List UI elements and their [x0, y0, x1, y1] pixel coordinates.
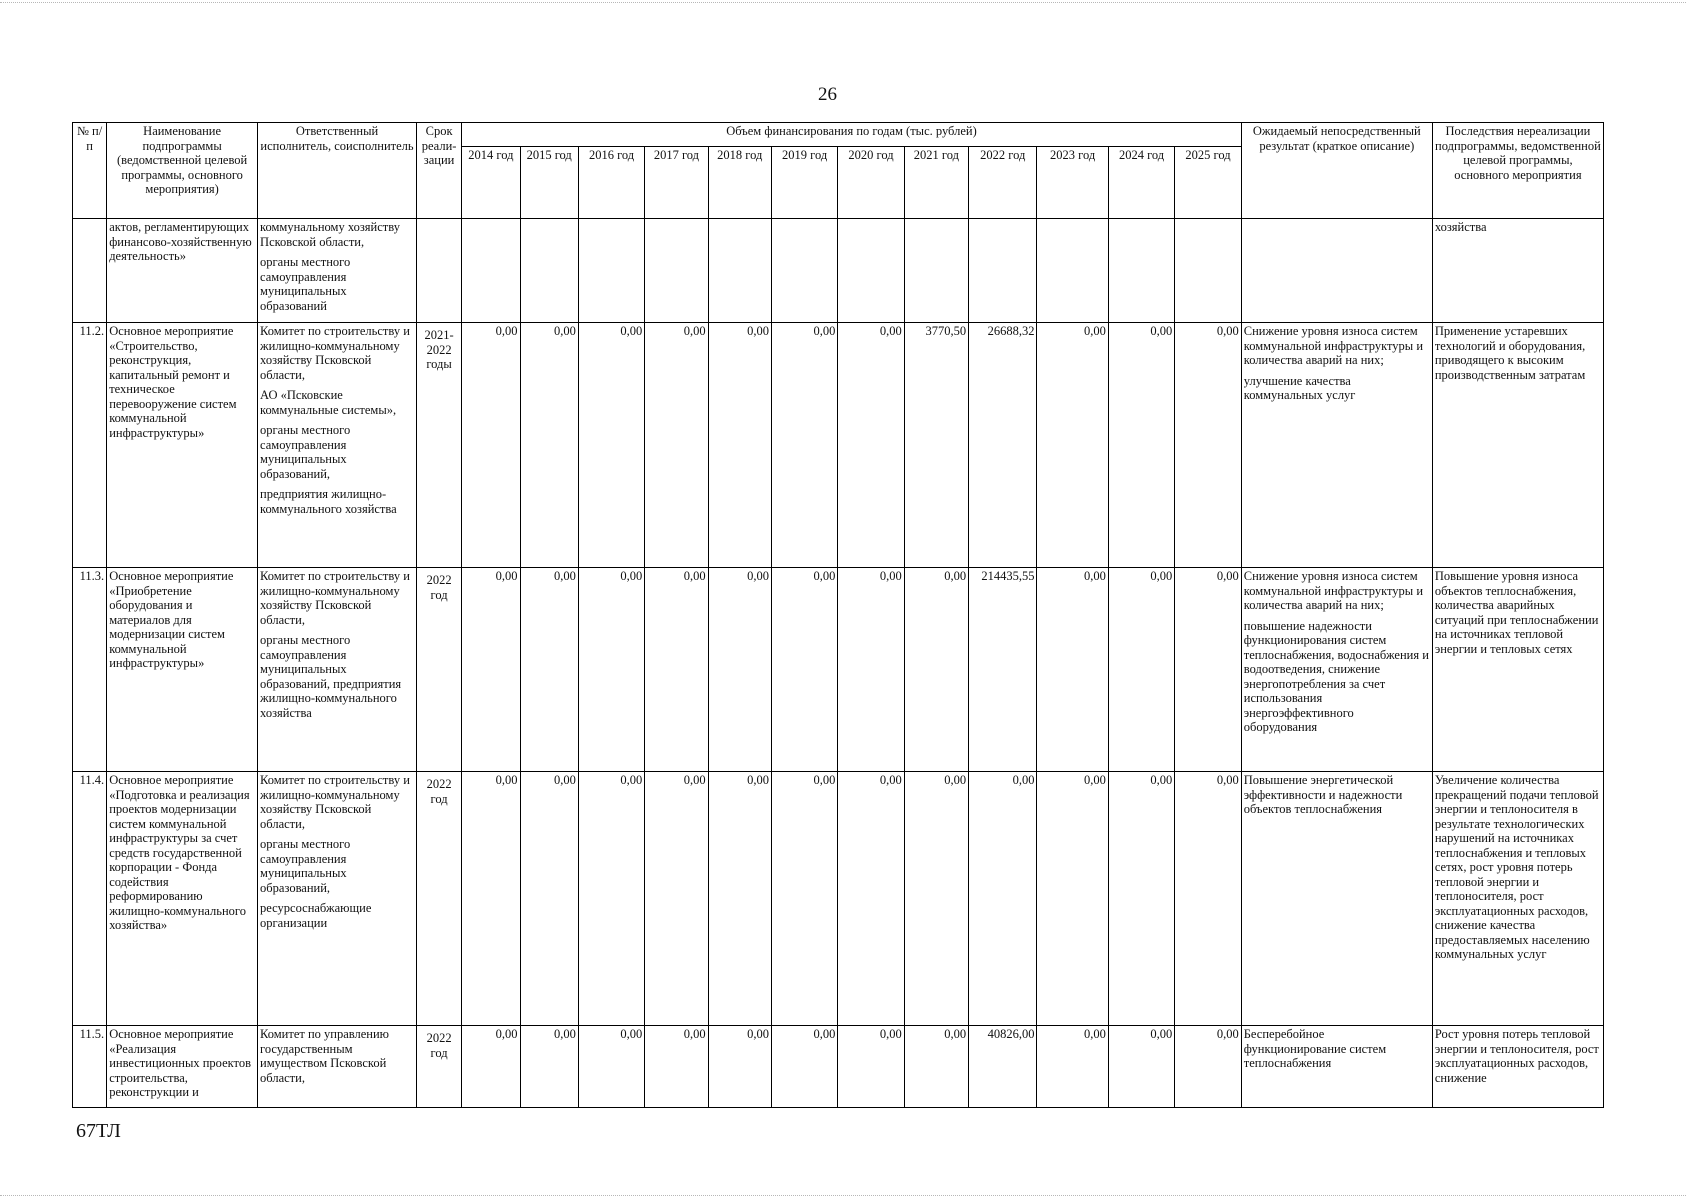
funding-value [520, 219, 578, 323]
funding-value: 0,00 [708, 1026, 771, 1108]
funding-value: 214435,55 [969, 568, 1037, 772]
result-line: Бесперебойное функционирование систем теплоснабжения [1243, 1027, 1387, 1070]
funding-value: 0,00 [904, 772, 968, 1026]
funding-value: 26688,32 [969, 323, 1037, 568]
result-cell [1241, 772, 1432, 1026]
header-year: 2017 год [645, 147, 708, 219]
funding-value: 0,00 [1037, 772, 1108, 1026]
funding-value: 0,00 [645, 323, 708, 568]
period-value: 2022 год [426, 1031, 452, 1060]
result-cell [1241, 323, 1432, 568]
header-funding: Объем финансирования по годам (тыс. рублей) [462, 123, 1242, 147]
funding-value: 0,00 [1175, 568, 1242, 772]
period-cell [416, 772, 461, 1026]
result-line: Повышение энергетической эффективности и надежности объектов теплоснабжения [1243, 773, 1403, 816]
executor-line: органы местного самоуправления муниципальных образований, предприятия жилищно-коммунального хозяйства [260, 633, 402, 720]
funding-value: 3770,50 [904, 323, 968, 568]
executor-cell [258, 219, 417, 323]
executor-line: органы местного самоуправления муниципальных образований [260, 255, 351, 313]
executor-line: АО «Псковские коммунальные системы», [260, 388, 397, 417]
funding-value: 0,00 [1108, 568, 1174, 772]
period-value: 2021-2022 годы [424, 328, 454, 371]
period-cell [416, 219, 461, 323]
funding-value: 40826,00 [969, 1026, 1037, 1108]
funding-value: 0,00 [1037, 1026, 1108, 1108]
funding-value [1175, 219, 1242, 323]
funding-value: 0,00 [1175, 772, 1242, 1026]
funding-value: 0,00 [462, 323, 520, 568]
footer-code: 67ТЛ [76, 1120, 121, 1142]
funding-value: 0,00 [771, 772, 837, 1026]
funding-value: 0,00 [1037, 323, 1108, 568]
header-year: 2021 год [904, 147, 968, 219]
executor-line: Комитет по управлению государственным имуществом Псковской области, [260, 1027, 390, 1085]
funding-value: 0,00 [578, 772, 644, 1026]
executor-cell [258, 772, 417, 1026]
funding-value: 0,00 [771, 1026, 837, 1108]
funding-value: 0,00 [520, 323, 578, 568]
table-row [73, 772, 1604, 1026]
funding-value: 0,00 [1175, 323, 1242, 568]
executor-line: органы местного самоуправления муниципальных образований, [260, 423, 351, 481]
funding-value: 0,00 [838, 1026, 904, 1108]
period-value [419, 220, 459, 224]
row-number: 11.2. [73, 323, 107, 568]
funding-value: 0,00 [771, 323, 837, 568]
funding-value: 0,00 [771, 568, 837, 772]
header-year: 2022 год [969, 147, 1037, 219]
result-line: улучшение качества коммунальных услуг [1243, 373, 1356, 402]
funding-value: 0,00 [904, 1026, 968, 1108]
consequences-cell: Рост уровня потерь тепловой энергии и теплоносителя, рост эксплуатационных расходов, снижение [1432, 1026, 1603, 1108]
executor-line: предприятия жилищно-коммунального хозяйства [260, 487, 397, 516]
period-cell [416, 1026, 461, 1108]
measure-name: Основное мероприятие «Строительство, реконструкция, капитальный ремонт и техническое перевооружение систем коммунальной инфраструктуры» [107, 323, 258, 568]
consequences-cell: Применение устаревших технологий и оборудования, приводящего к высоким производственным затратам [1432, 323, 1603, 568]
funding-value: 0,00 [578, 568, 644, 772]
funding-value: 0,00 [462, 772, 520, 1026]
funding-value: 0,00 [708, 772, 771, 1026]
header-result: Ожидаемый непосредственный результат (краткое описание) [1241, 123, 1432, 219]
row-number [73, 219, 107, 323]
funding-value: 0,00 [708, 568, 771, 772]
funding-value: 0,00 [578, 1026, 644, 1108]
result-line: Снижение уровня износа систем коммунальной инфраструктуры и количества аварий на них; [1243, 569, 1424, 612]
executor-line: Комитет по строительству и жилищно-коммунальному хозяйству Псковской области, [260, 773, 410, 831]
funding-value [904, 219, 968, 323]
header-executor: Ответственный исполнитель, соисполнитель [258, 123, 417, 219]
table-row [73, 219, 1604, 323]
header-consequences: Последствия нереализации подпрограммы, ведомственной целевой программы, основного мероприятия [1432, 123, 1603, 219]
funding-value [969, 219, 1037, 323]
measure-name: Основное мероприятие «Приобретение оборудования и материалов для модернизации систем коммунальной инфраструктуры» [107, 568, 258, 772]
funding-value: 0,00 [645, 1026, 708, 1108]
funding-value: 0,00 [969, 772, 1037, 1026]
measure-name: Основное мероприятие «Подготовка и реализация проектов модернизации систем коммунальной инфраструктуры за счет средств государственной корпорации - Фонда содействия реформированию жилищно-коммунального хозяйства» [107, 772, 258, 1026]
header-year: 2023 год [1037, 147, 1108, 219]
row-number: 11.3. [73, 568, 107, 772]
period-cell [416, 323, 461, 568]
executor-cell [258, 1026, 417, 1108]
result-line: Снижение уровня износа систем коммунальной инфраструктуры и количества аварий на них; [1243, 324, 1424, 367]
funding-value: 0,00 [708, 323, 771, 568]
funding-value: 0,00 [904, 568, 968, 772]
funding-value: 0,00 [520, 1026, 578, 1108]
funding-value [578, 219, 644, 323]
funding-value [771, 219, 837, 323]
result-cell [1241, 1026, 1432, 1108]
executor-cell [258, 323, 417, 568]
scan-edge-bottom [0, 1195, 1686, 1199]
executor-cell [258, 568, 417, 772]
header-year: 2024 год [1108, 147, 1174, 219]
funding-value: 0,00 [462, 1026, 520, 1108]
header-name: Наименование подпрограммы (ведомственной целевой программы, основного мероприятия) [107, 123, 258, 219]
funding-value: 0,00 [1108, 772, 1174, 1026]
executor-line: Комитет по строительству и жилищно-коммунальному хозяйству Псковской области, [260, 324, 410, 382]
funding-value [838, 219, 904, 323]
financing-table [72, 122, 1604, 1108]
funding-value: 0,00 [838, 772, 904, 1026]
funding-value [645, 219, 708, 323]
funding-value [1037, 219, 1108, 323]
funding-value [1108, 219, 1174, 323]
header-year: 2014 год [462, 147, 520, 219]
period-value: 2022 год [426, 777, 452, 806]
executor-line: ресурсоснабжающие организации [260, 901, 372, 930]
header-year: 2016 год [578, 147, 644, 219]
consequences-cell: Повышение уровня износа объектов теплоснабжения, количества аварийных ситуаций при теплоснабжении на источниках тепловой энергии и тепловых сетях [1432, 568, 1603, 772]
header-year: 2015 год [520, 147, 578, 219]
result-cell [1241, 219, 1432, 323]
scan-edge-top [0, 2, 1686, 6]
table-row [73, 568, 1604, 772]
header-year: 2019 год [771, 147, 837, 219]
funding-value: 0,00 [520, 568, 578, 772]
funding-value: 0,00 [1175, 1026, 1242, 1108]
funding-value: 0,00 [520, 772, 578, 1026]
period-cell [416, 568, 461, 772]
executor-line: коммунальному хозяйству Псковской области, [260, 220, 400, 249]
consequences-cell: Увеличение количества прекращений подачи тепловой энергии и теплоносителя в результате технологических нарушений на источниках теплоснабжения и тепловых сетях, рост уровня потерь тепловой энергии и теплоносителя, рост эксплуатационных расходов, снижение качества предоставляемых населению коммунальных услуг [1432, 772, 1603, 1026]
consequences-cell: хозяйства [1432, 219, 1603, 323]
funding-value: 0,00 [462, 568, 520, 772]
funding-value [708, 219, 771, 323]
executor-line: Комитет по строительству и жилищно-коммунальному хозяйству Псковской области, [260, 569, 410, 627]
table-row [73, 1026, 1604, 1108]
result-line: повышение надежности функционирования систем теплоснабжения, водоснабжения и водоотведения, снижение энергопотребления за счет использования энергоэффективного оборудования [1243, 618, 1429, 734]
table-row [73, 323, 1604, 568]
result-cell [1241, 568, 1432, 772]
funding-value: 0,00 [1108, 323, 1174, 568]
funding-value: 0,00 [645, 772, 708, 1026]
funding-value: 0,00 [645, 568, 708, 772]
header-period: Срок реали-зации [416, 123, 461, 219]
period-value: 2022 год [426, 573, 452, 602]
measure-name: актов, регламентирующих финансово-хозяйственную деятельность» [107, 219, 258, 323]
funding-value: 0,00 [1037, 568, 1108, 772]
funding-value: 0,00 [838, 568, 904, 772]
executor-line: органы местного самоуправления муниципальных образований, [260, 837, 351, 895]
funding-value: 0,00 [1108, 1026, 1174, 1108]
header-year: 2020 год [838, 147, 904, 219]
funding-value: 0,00 [838, 323, 904, 568]
measure-name: Основное мероприятие «Реализация инвестиционных проектов строительства, реконструкции и [107, 1026, 258, 1108]
header-year: 2018 год [708, 147, 771, 219]
row-number: 11.5. [73, 1026, 107, 1108]
funding-value: 0,00 [578, 323, 644, 568]
header-year: 2025 год [1175, 147, 1242, 219]
row-number: 11.4. [73, 772, 107, 1026]
header-num: № п/п [73, 123, 107, 219]
page-number: 26 [818, 84, 837, 105]
funding-value [462, 219, 520, 323]
